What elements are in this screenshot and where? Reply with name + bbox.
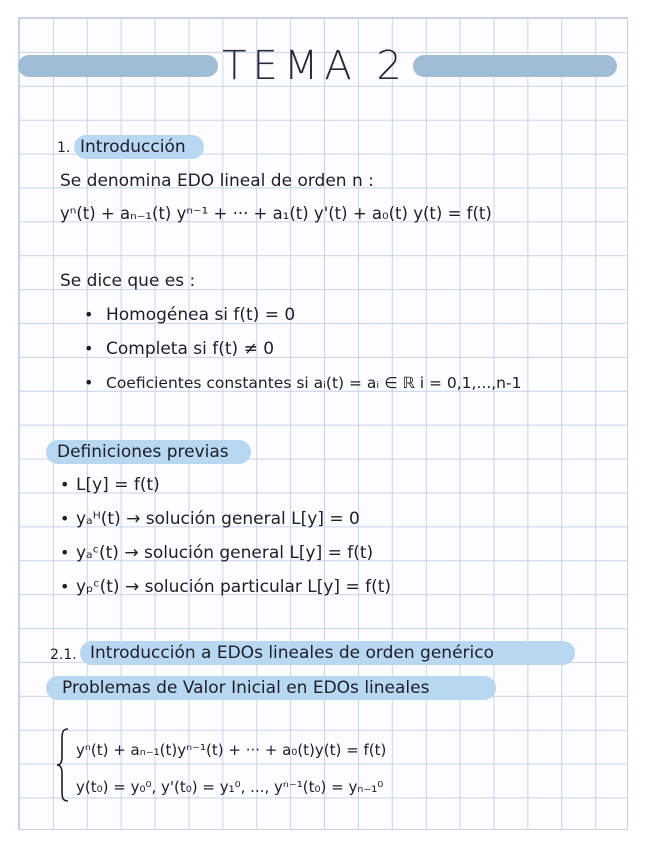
- edo-equation: yⁿ(t) + aₙ₋₁(t) yⁿ⁻¹ + ··· + a₁(t) y'(t) + a₀(t) y(t) = f(t): [60, 204, 492, 223]
- says-line: Se dice que es :: [60, 271, 196, 291]
- bullet-dot: •: [84, 373, 94, 392]
- title-bar-right: [413, 55, 617, 77]
- bullet-coeficientes: Coeficientes constantes si aᵢ(t) = aᵢ ∈ ℝ i = 0,1,...,n-1: [106, 374, 522, 392]
- bullet-dot: •: [60, 543, 70, 562]
- section1-number: 1.: [57, 140, 71, 156]
- title-bar-left: [18, 55, 218, 77]
- def-item-4: yₚᶜ(t) → solución particular L[y] = f(t): [76, 577, 392, 597]
- section1-heading: Introducción: [80, 137, 186, 157]
- pvi-subheading: Problemas de Valor Inicial en EDOs lineales: [62, 678, 430, 698]
- system-line-2: y(t₀) = y₀⁰, y'(t₀) = y₁⁰, ..., yⁿ⁻¹(t₀) = yₙ₋₁⁰: [76, 778, 384, 796]
- page-title: TEMA 2: [222, 43, 408, 89]
- section21-number: 2.1.: [50, 647, 77, 663]
- system-line-1: yⁿ(t) + aₙ₋₁(t)yⁿ⁻¹(t) + ··· + a₀(t)y(t) = f(t): [76, 741, 387, 759]
- def-item-2: yₐᴴ(t) → solución general L[y] = 0: [76, 509, 360, 529]
- bullet-dot: •: [84, 305, 94, 324]
- bullet-dot: •: [60, 475, 70, 494]
- def-item-1: L[y] = f(t): [76, 475, 160, 495]
- bullet-dot: •: [84, 339, 94, 358]
- def-item-3: yₐᶜ(t) → solución general L[y] = f(t): [76, 543, 374, 563]
- bullet-homogenea: Homogénea si f(t) = 0: [106, 305, 296, 325]
- bullet-dot: •: [60, 509, 70, 528]
- definitions-heading: Definiciones previas: [57, 442, 229, 462]
- system-brace: [56, 727, 70, 803]
- intro-line: Se denomina EDO lineal de orden n :: [60, 171, 374, 191]
- bullet-dot: •: [60, 577, 70, 596]
- section21-heading: Introducción a EDOs lineales de orden genérico: [90, 643, 494, 663]
- bullet-completa: Completa si f(t) ≠ 0: [106, 339, 275, 359]
